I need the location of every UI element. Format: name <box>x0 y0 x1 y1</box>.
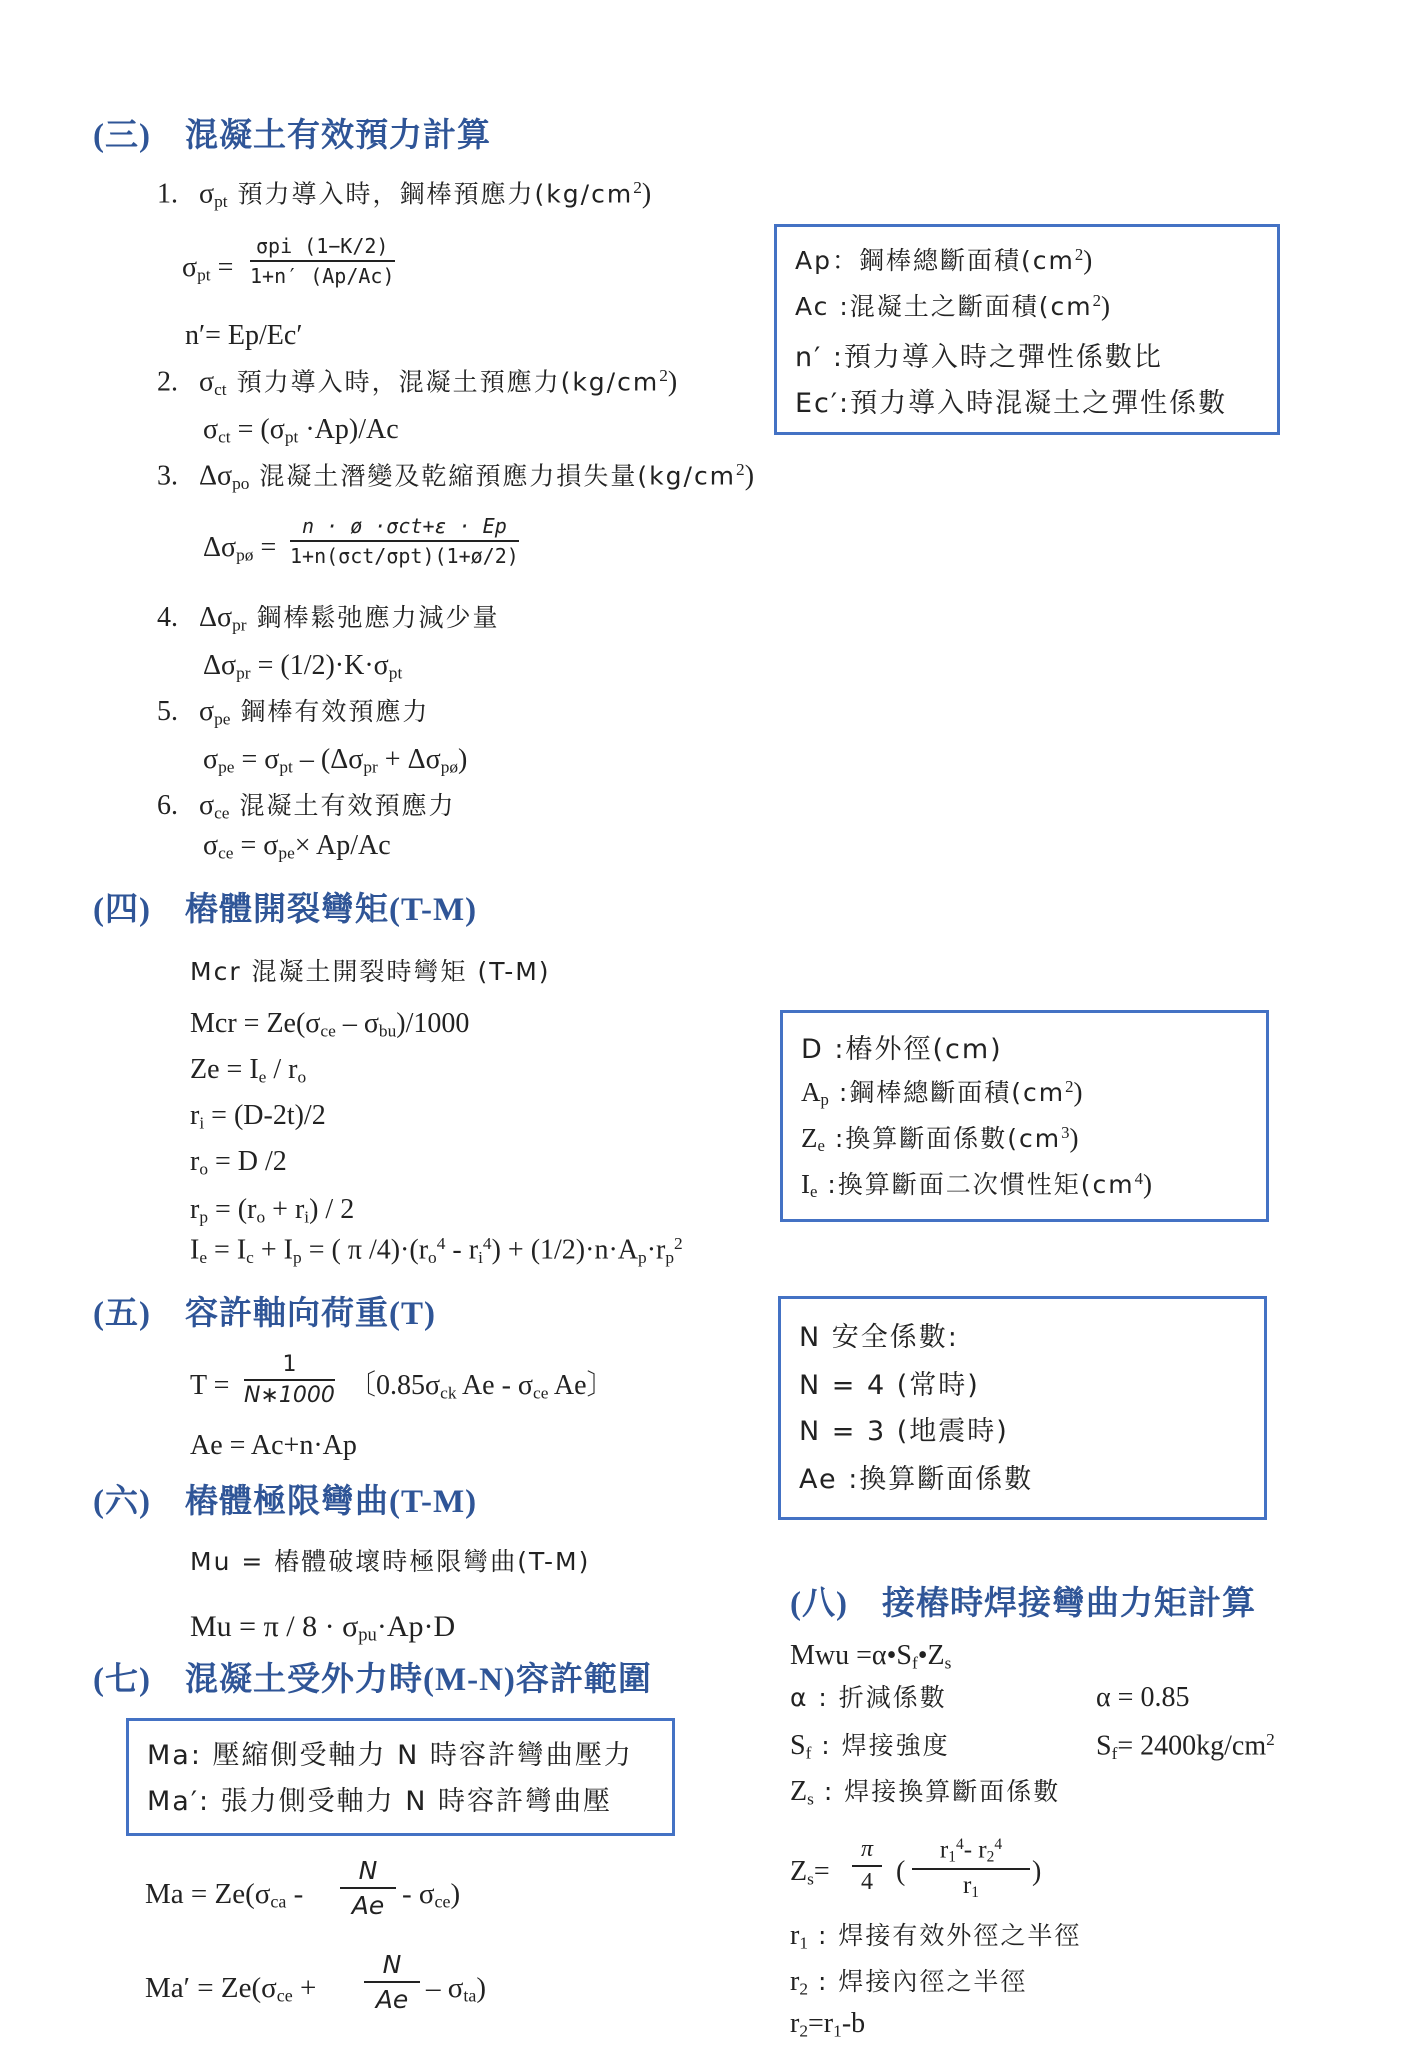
formula-sigma-pe: $\sigma_{pe} = \sigma_{pt} - (\Delta\sigma_{pr} + \Delta\sigma_{pø})$ <box>203 744 468 777</box>
section-7-heading: (七) 混凝土受外力時(M-N)容許範圍 <box>93 1662 652 1698</box>
formula-zs-open: ( <box>896 1856 906 1887</box>
formula-ie: $I_e = I_c + I_p$ = ( π $/4)\cdot(r_o^4 - r_i^4) + (1/2)\cdot n\cdot A_p\cdot r_p^2$ <box>190 1234 683 1267</box>
formula-t-lhs: T = <box>190 1370 230 1401</box>
formula-ma: $Ma = Ze(\sigma_{ca}$ - <box>145 1878 304 1912</box>
alpha-definition: α : 折減係數 <box>790 1683 947 1712</box>
box2-row-ap: $A_p$ :鋼棒總斷面積$(cm^2)$ <box>801 1076 1083 1110</box>
formula-ri: $r_i = (D-2t)/2$ <box>190 1100 326 1133</box>
sf-definition: $S_f$ : 焊接強度 <box>790 1730 950 1763</box>
box-ma-row-tension: Ma′: 張力側受軸力 N 時容許彎曲壓 <box>147 1786 613 1817</box>
formula-delta-po-fraction: n · ø ·σct+ε · Ep 1+n(σct/σpt)(1+ø/2) <box>290 514 519 568</box>
formula-zs-lhs: $Z_s=$ <box>790 1856 830 1889</box>
formula-t-bracket: 〔$0.85\sigma_{ck}$ Ae - $\sigma_{ce}$ Ae〕 <box>348 1370 615 1403</box>
formula-zs-pi-fraction: π 4 <box>852 1836 882 1896</box>
box2-row-ie: $I_e$ :換算斷面二次慣性矩$(cm^4)$ <box>801 1168 1153 1202</box>
formula-sigma-pt-lhs: $\sigma_{pt}$ = <box>182 252 234 285</box>
formula-delta-po-lhs: $\Delta\sigma_{pø}$ = <box>203 532 277 565</box>
section-5-heading: (五) 容許軸向荷重(T) <box>93 1296 436 1332</box>
item-4: 4. $\Delta\sigma_{pr}$ 鋼棒鬆弛應力減少量 <box>157 602 500 635</box>
formula-ma-fraction: N Ae <box>340 1856 396 1920</box>
item-1: 1. $\sigma_{pt}$ 預力導入時，鋼棒預應力$(kg/cm^2)$ <box>157 178 652 211</box>
formula-delta-pr: $\Delta\sigma_{pr} = (1/2)\cdot K\cdot\sigma_{pt}$ <box>203 650 403 683</box>
r2-formula: $r_2=r_1-b$ <box>790 2008 866 2041</box>
box1-row-ac: Ac :混凝土之斷面積$(cm^2)$ <box>795 290 1111 321</box>
definition-box-safety <box>778 1296 1267 1520</box>
formula-ze: $Ze = I_e / r_o$ <box>190 1054 307 1087</box>
box3-row-normal: N = 4 (常時) <box>799 1370 980 1401</box>
formula-mcr: Mcr = $Ze(\sigma_{ce} - \sigma_{bu})/1000$ <box>190 1008 470 1041</box>
formula-sigma-ce: $\sigma_{ce} = \sigma_{pe}\times Ap/Ac$ <box>203 830 391 863</box>
formula-sigma-ct: $\sigma_{ct} = (\sigma_{pt} \cdot Ap)/Ac$ <box>203 414 399 447</box>
formula-ma-prime-tail: – $\sigma_{ta}$) <box>426 1972 487 2006</box>
mcr-definition: Mcr 混凝土開裂時彎矩 (T-M) <box>190 957 551 986</box>
formula-mu: $Mu = \pi / 8 \cdot \sigma_{pu}\cdot Ap\cdot D$ <box>190 1610 456 1646</box>
mu-definition: Mu = 樁體破壞時極限彎曲(T-M) <box>190 1547 591 1576</box>
formula-ro: $r_o = D$ /2 <box>190 1146 287 1179</box>
formula-ae: Ae = Ac+n·Ap <box>190 1430 357 1461</box>
formula-mwu: Mwu $=\alpha•S_f•Z_s$ <box>790 1640 952 1673</box>
definition-box-prestress <box>774 224 1280 435</box>
formula-sigma-pt-fraction: σpi (1−K/2) 1+n′ (Ap/Ac) <box>250 234 395 288</box>
item-6: 6. $\sigma_{ce}$ 混凝土有效預應力 <box>157 790 456 823</box>
definition-box-ma <box>126 1718 675 1836</box>
box3-row-n: N 安全係數: <box>799 1322 959 1353</box>
box1-row-ap: Ap：鋼棒總斷面積$(cm^2)$ <box>795 244 1093 275</box>
item-5: 5. $\sigma_{pe}$ 鋼棒有效預應力 <box>157 696 430 729</box>
formula-t-fraction: 1 N∗1000 <box>244 1352 335 1408</box>
r1-definition: $r_1$ : 焊接有效外徑之半徑 <box>790 1920 1082 1953</box>
box1-row-n: n′ :預力導入時之彈性係數比 <box>795 342 1163 373</box>
alpha-value: α = 0.85 <box>1096 1682 1190 1713</box>
section-4-heading: (四) 樁體開裂彎矩(T-M) <box>93 892 478 928</box>
sf-value: $S_f= 2400kg/cm^2$ <box>1096 1730 1275 1763</box>
formula-rp: $r_p = (r_o + r_i) / 2$ <box>190 1194 355 1227</box>
section-8-heading: (八) 接樁時焊接彎曲力矩計算 <box>790 1586 1256 1622</box>
section-3-heading: (三) 混凝土有效預力計算 <box>93 118 491 154</box>
formula-ma-tail: - $\sigma_{ce}$) <box>402 1878 461 1912</box>
section-6-heading: (六) 樁體極限彎曲(T-M) <box>93 1484 478 1520</box>
box1-row-ec: Ec′:預力導入時混凝土之彈性係數 <box>795 388 1228 419</box>
formula-ma-prime-fraction: N Ae <box>364 1950 420 2014</box>
item-3: 3. $\Delta\sigma_{po}$ 混凝土潛變及乾縮預應力損失量$(kg/cm^2)$ <box>157 460 755 493</box>
formula-ma-prime: $Ma' = Ze(\sigma_{ce}$ + <box>145 1972 317 2006</box>
box3-row-ae: Ae :換算斷面係數 <box>799 1464 1034 1495</box>
box2-row-ze: $Z_e$ :換算斷面係數$(cm^3)$ <box>801 1122 1079 1156</box>
zs-definition: $Z_s$ : 焊接換算斷面係數 <box>790 1776 1061 1809</box>
r2-definition: $r_2$ : 焊接內徑之半徑 <box>790 1966 1028 1999</box>
box3-row-seismic: N = 3 (地震時) <box>799 1416 1009 1447</box>
n-definition: n′= Ep/Ec′ <box>185 320 303 351</box>
formula-zs-r-fraction: $r_1^4-$ $r_2^4$ $r_1$ <box>912 1836 1030 1902</box>
formula-zs-close: ) <box>1032 1856 1042 1887</box>
box2-row-d: D :樁外徑(cm) <box>801 1034 1003 1065</box>
item-2: 2. $\sigma_{ct}$ 預力導入時，混凝土預應力$(kg/cm^2)$ <box>157 366 678 399</box>
definition-box-section <box>780 1010 1269 1222</box>
box-ma-row-compression: Ma: 壓縮側受軸力 N 時容許彎曲壓力 <box>147 1740 633 1771</box>
